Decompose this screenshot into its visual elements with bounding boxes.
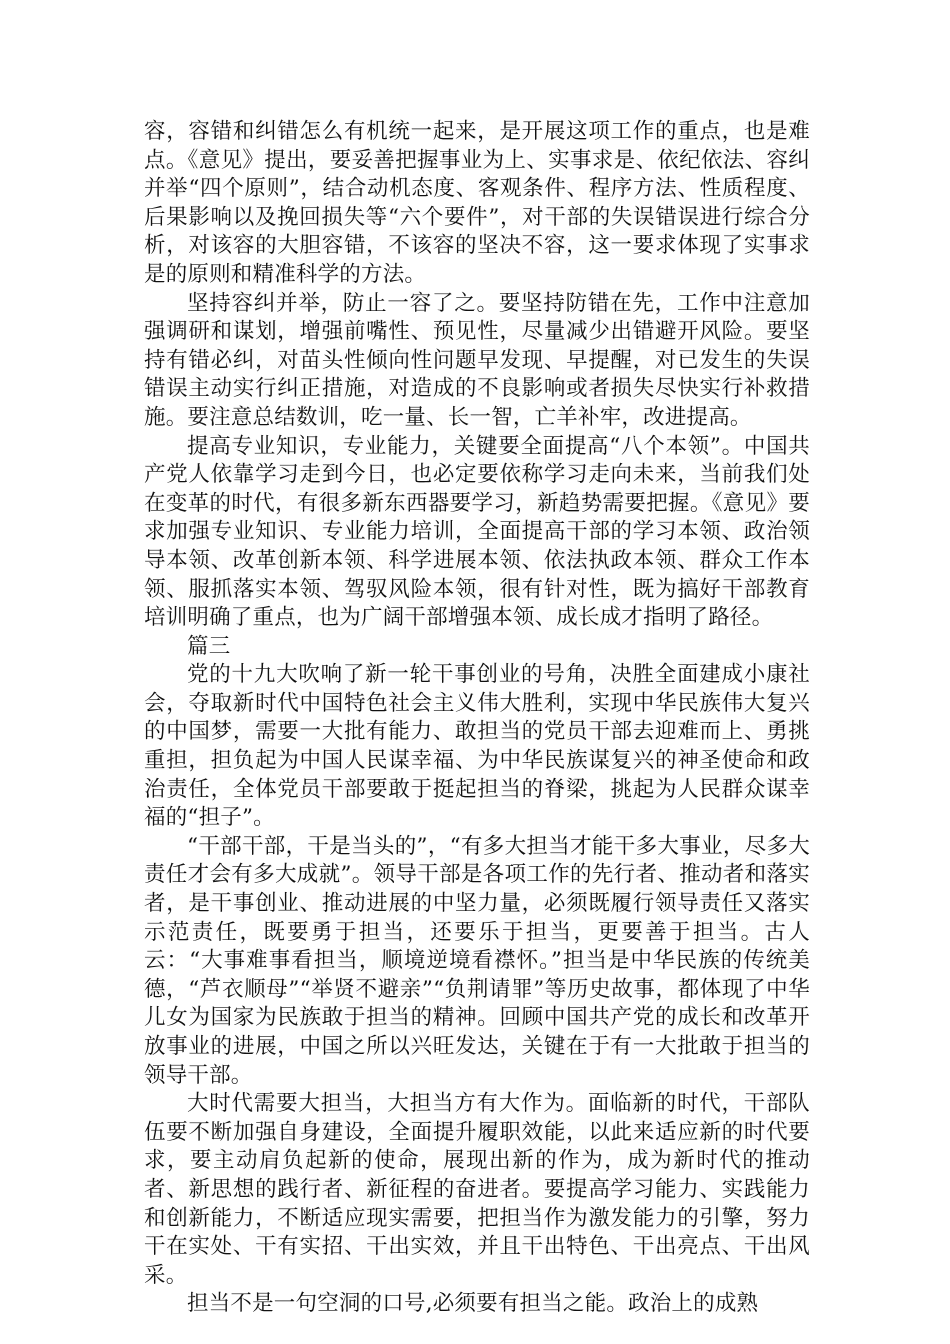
section-heading-pian-san: 篇三 xyxy=(187,633,231,659)
paragraph-continuation: 容，容错和纠错怎么有机统一起来，是开展这项工作的重点，也是难点。《意见》提出，要妥善把握事业为上、实事求是、依纪依法、容纠并举“四个原则”，结合动机态度、客观条件、程序方法、性质程度、后果影响以及挽回损失等“六个要件”，对干部的失误错误进行综合分析，对该容的大胆容错，不该容的坚决不容，这一要求体现了实事求是的原则和精准科学的方法。 xyxy=(144,119,810,287)
paragraph-rong-jiu-bing-ju: 坚持容纠并举，防止一容了之。要坚持防错在先，工作中注意加强调研和谋划，增强前嘴性、预见性，尽量减少出错避开风险。要坚持有错必纠，对苗头性倾向性问题早发现、早提醒，对已发生的失误错误主动实行纠正措施，对造成的不良影响或者损失尽快实行补救措施。要注意总结数训，吃一量、长一智，亡羊补牢，改进提高。 xyxy=(144,290,810,430)
paragraph-da-shi-dai: 大时代需要大担当，大担当方有大作为。面临新的时代，干部队伍要不断加强自身建设，全面提升履职效能，以此来适应新的时代要求，要主动肩负起新的使命，展现出新的作为，成为新时代的推动者、新思想的践行者、新征程的奋进者。要提高学习能力、实践能力和创新能力，不断适应现实需要，把担当作为激发能力的引擎，努力干在实处、干有实招、干出实效，并且干出特色、干出亮点、干出风采。 xyxy=(144,1091,810,1288)
paragraph-shi-jiu-da: 党的十九大吹响了新一轮干事创业的号角，决胜全面建成小康社会，夺取新时代中国特色社会主义伟大胜利，实现中华民族伟大复兴的中国梦，需要一大批有能力、敢担当的党员干部去迎难而上、勇挑重担，担负起为中国人民谋幸福、为中华民族谋复兴的神圣使命和政治责任，全体党员干部要敢于挺起担当的脊梁，挑起为人民群众谋幸福的“担子”。 xyxy=(144,662,810,831)
paragraph-gan-bu-gan-bu: “干部干部，干是当头的”，“有多大担当才能干多大事业，尽多大责任才会有多大成就”。领导干部是各项工作的先行者、推动者和落实者，是干事创业、推动进展的中坚力量，必须既履行领导责任又落实示范责任，既要勇于担当，还要乐于担当，更要善于担当。古人云：“大事难事看担当，顺境逆境看襟怀。”担当是中华民族的传统美德，“芦衣顺母”“举贤不避亲”“负荆请罪”等历史故事，都体现了中华儿女为国家为民族敢于担当的精神。回顾中国共产党的成长和改革开放事业的进展，中国之所以兴旺发达，关键在于有一大批敢于担当的领导干部。 xyxy=(144,833,810,1088)
paragraph-ba-ge-ben-ling: 提高专业知识，专业能力，关键要全面提高“八个本领”。中国共产党人依靠学习走到今日，也必定要依称学习走向未来，当前我们处在变革的时代，有很多新东西器要学习，新趋势需要把握。《意见》要求加强专业知识、专业能力培训，全面提高干部的学习本领、政治领导本领、改革创新本领、科学进展本领、依法执政本领、群众工作本领、服抓落实本领、驾驭风险本领，很有针对性，既为搞好干部教育培训明确了重点，也为广阔干部增强本领、成长成才指明了路径。 xyxy=(144,433,810,631)
paragraph-dan-dang-bu-shi: 担当不是一句空洞的口号,必须要有担当之能。政治上的成熟 xyxy=(187,1291,759,1317)
document-page xyxy=(144,118,810,1319)
